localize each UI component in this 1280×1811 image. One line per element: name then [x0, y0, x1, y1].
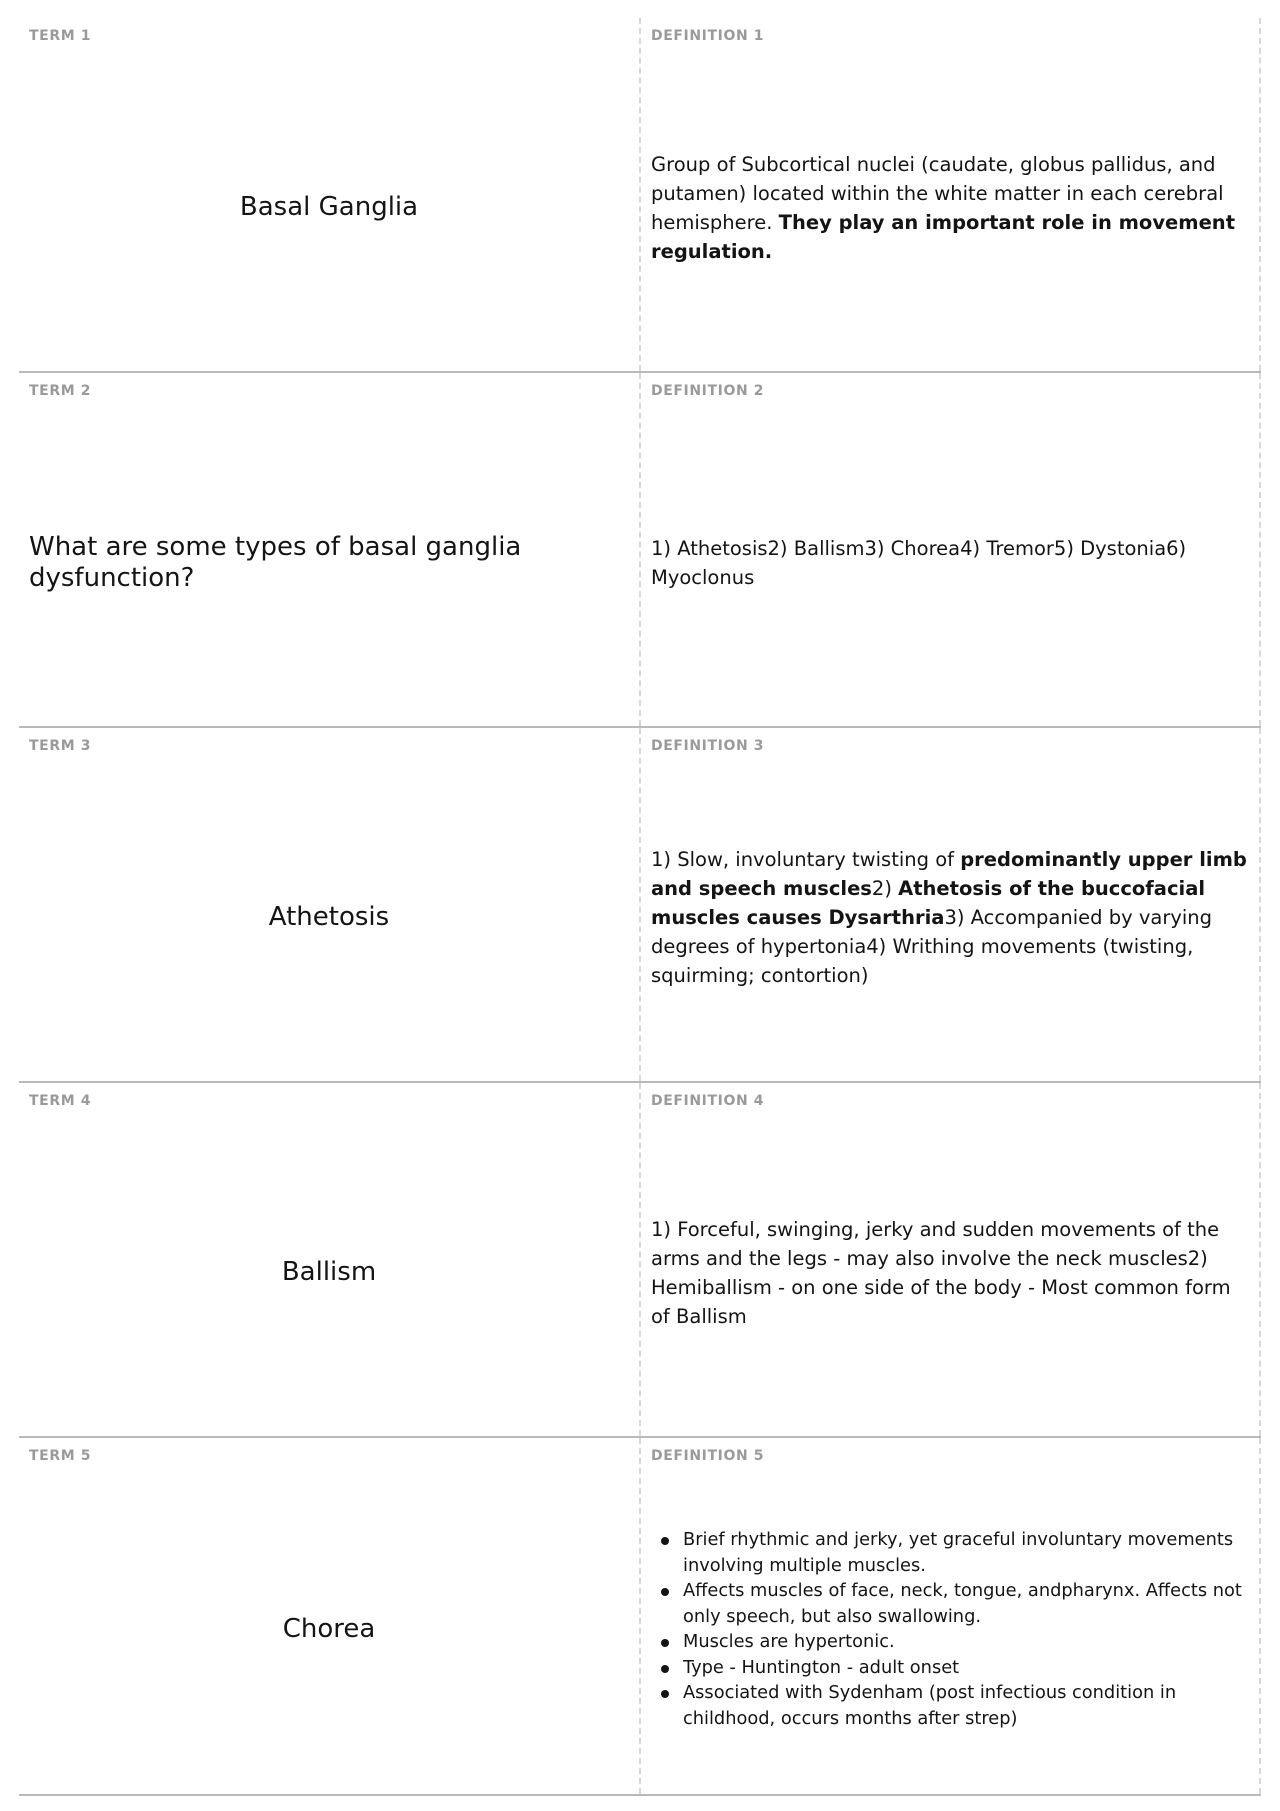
term-cell	[19, 1083, 641, 1436]
term-cell	[19, 1438, 641, 1794]
term-label: TERM 5	[29, 1448, 92, 1464]
definition-segment: 1) Slow, involuntary twisting of	[651, 848, 961, 871]
definition-list	[651, 1527, 1249, 1731]
card-row	[19, 1438, 1261, 1796]
term-label: TERM 3	[29, 738, 92, 754]
definition-label: DEFINITION 2	[651, 383, 765, 399]
card-row	[19, 1083, 1261, 1438]
definition-text	[651, 150, 1249, 266]
definition-label: DEFINITION 5	[651, 1448, 765, 1464]
definition-segment: 1) Forceful, swinging, jerky and sudden movements of the arms and the legs - may also involve the neck muscles2) Hemiballism - on one side of the body - Most common form of Ballism	[651, 1217, 1231, 1328]
definition-segment: 3) Accompanied by varying degrees of hypertonia4) Writhing movements (twisting, squirming; contortion)	[651, 906, 1213, 987]
definition-text	[651, 1215, 1249, 1331]
term-label: TERM 4	[29, 1093, 92, 1109]
term-cell	[19, 18, 641, 371]
definition-list-item: Brief rhythmic and jerky, yet graceful involuntary movements involving multiple muscles.	[683, 1527, 1249, 1578]
definition-segment: Group of Subcortical nuclei (caudate, globus pallidus, and putamen) located within the white matter in each cerebral hemisphere.	[651, 152, 1224, 234]
definition-emphasis: They play an important role in movement regulation.	[651, 210, 1236, 263]
definition-emphasis: Athetosis of the buccofacial muscles causes Dysarthria	[651, 877, 1206, 929]
card-row	[19, 728, 1261, 1083]
flashcard-sheet	[19, 18, 1261, 1796]
definition-text	[651, 534, 1249, 592]
term-text: Basal Ganglia	[239, 192, 419, 222]
definition-cell	[641, 1438, 1261, 1794]
definition-cell	[641, 373, 1261, 726]
card-row	[19, 373, 1261, 728]
definition-list-item: Type - Huntington - adult onset	[683, 1655, 1249, 1681]
definition-label: DEFINITION 4	[651, 1093, 765, 1109]
definition-text	[651, 845, 1249, 990]
term-text: Athetosis	[268, 902, 390, 932]
definition-cell	[641, 1083, 1261, 1436]
term-label: TERM 1	[29, 28, 92, 44]
definition-emphasis: predominantly upper limb and speech muscles	[651, 848, 1247, 900]
definition-list-item: Associated with Sydenham (post infectious condition in childhood, occurs months after strep)	[683, 1680, 1249, 1731]
term-text: What are some types of basal ganglia dysfunction?	[29, 531, 522, 593]
definition-list-item: Affects muscles of face, neck, tongue, andpharynx. Affects not only speech, but also swallowing.	[683, 1578, 1249, 1629]
term-cell	[19, 373, 641, 726]
definition-label: DEFINITION 1	[651, 28, 765, 44]
definition-segment: 2)	[871, 877, 899, 900]
card-row	[19, 18, 1261, 373]
definition-cell	[641, 18, 1261, 371]
term-label: TERM 2	[29, 383, 92, 399]
definition-cell	[641, 728, 1261, 1081]
term-text: Ballism	[281, 1257, 377, 1287]
definition-segment: 1) Athetosis2) Ballism3) Chorea4) Tremor5) Dystonia6) Myoclonus	[651, 536, 1187, 589]
term-text: Chorea	[282, 1613, 376, 1644]
definition-label: DEFINITION 3	[651, 738, 765, 754]
term-cell	[19, 728, 641, 1081]
definition-list-item: Muscles are hypertonic.	[683, 1629, 1249, 1655]
